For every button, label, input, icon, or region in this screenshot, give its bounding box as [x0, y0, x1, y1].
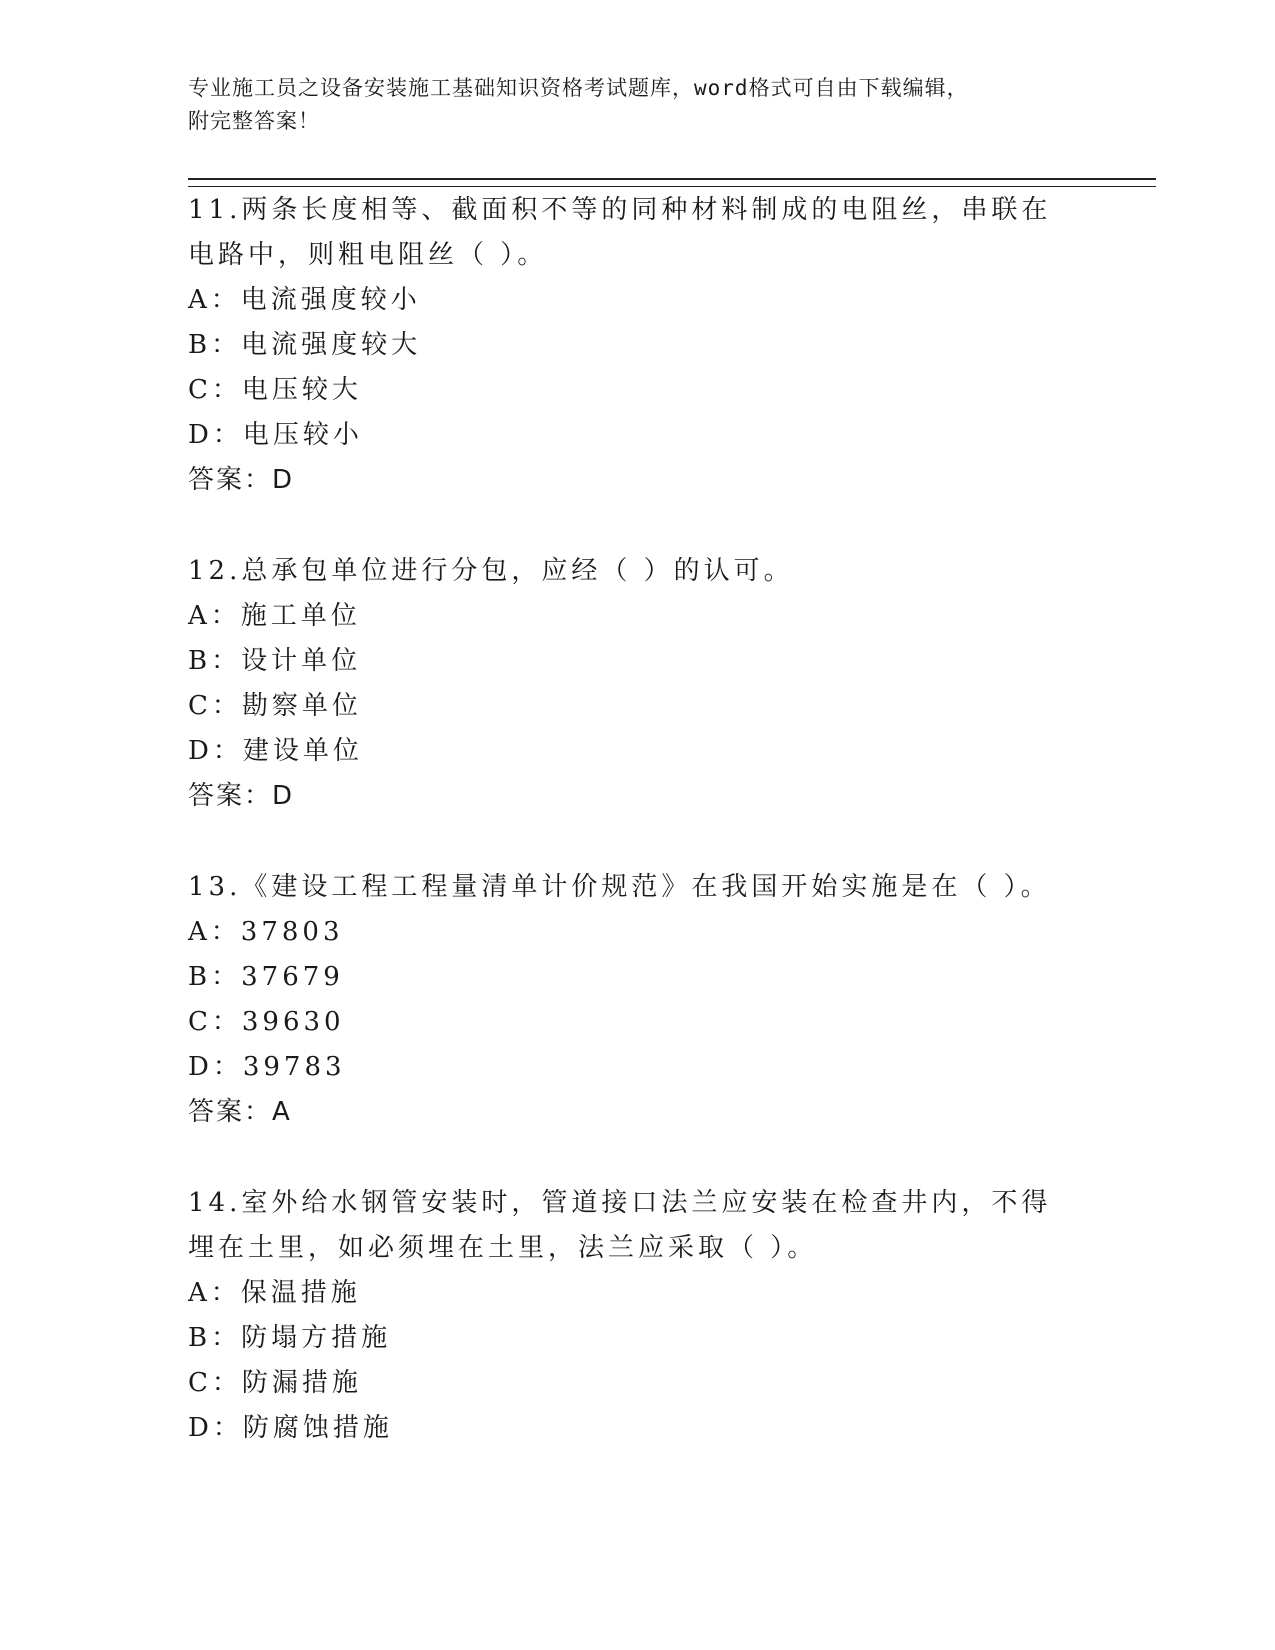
question-12 [188, 549, 1088, 819]
question-list [188, 188, 1088, 1451]
answer-line: 答案：A [188, 1097, 292, 1127]
answer-line: 答案：D [188, 781, 295, 811]
question-stem: 13.《建设工程工程量清单计价规范》在我国开始实施是在（ ）。 [188, 872, 1051, 902]
question-stem: 11.两条长度相等、截面积不等的同种材料制成的电阻丝，串联在电路中，则粗电阻丝（ ）。 [188, 195, 1052, 270]
option-c: C：防漏措施 [188, 1368, 362, 1398]
option-a: A：电流强度较小 [188, 285, 421, 315]
option-b: B：防塌方措施 [188, 1323, 392, 1353]
header-divider [188, 178, 1156, 187]
document-header [188, 72, 1048, 138]
option-a: A：保温措施 [188, 1278, 361, 1308]
option-b: B：电流强度较大 [188, 330, 422, 360]
option-d: D：39783 [188, 1052, 346, 1082]
question-stem: 12.总承包单位进行分包，应经（ ）的认可。 [188, 556, 794, 586]
option-c: C：电压较大 [188, 375, 362, 405]
question-11 [188, 188, 1088, 503]
option-d: D：建设单位 [188, 736, 363, 766]
header-title-line-1: 专业施工员之设备安装施工基础知识资格考试题库，word格式可自由下载编辑， [188, 76, 969, 100]
question-14 [188, 1181, 1088, 1451]
option-c: C：39630 [188, 1007, 345, 1037]
option-a: A：施工单位 [188, 601, 361, 631]
question-13 [188, 865, 1088, 1135]
header-title-line-2: 附完整答案！ [188, 109, 320, 133]
option-a: A：37803 [188, 917, 344, 947]
answer-line: 答案：D [188, 465, 295, 495]
option-d: D：防腐蚀措施 [188, 1413, 393, 1443]
option-b: B：设计单位 [188, 646, 362, 676]
question-stem: 14.室外给水钢管安装时，管道接口法兰应安装在检查井内，不得埋在土里，如必须埋在土里，法兰应采取（ ）。 [188, 1188, 1052, 1263]
option-b: B：37679 [188, 962, 344, 992]
option-c: C：勘察单位 [188, 691, 362, 721]
option-d: D：电压较小 [188, 420, 363, 450]
